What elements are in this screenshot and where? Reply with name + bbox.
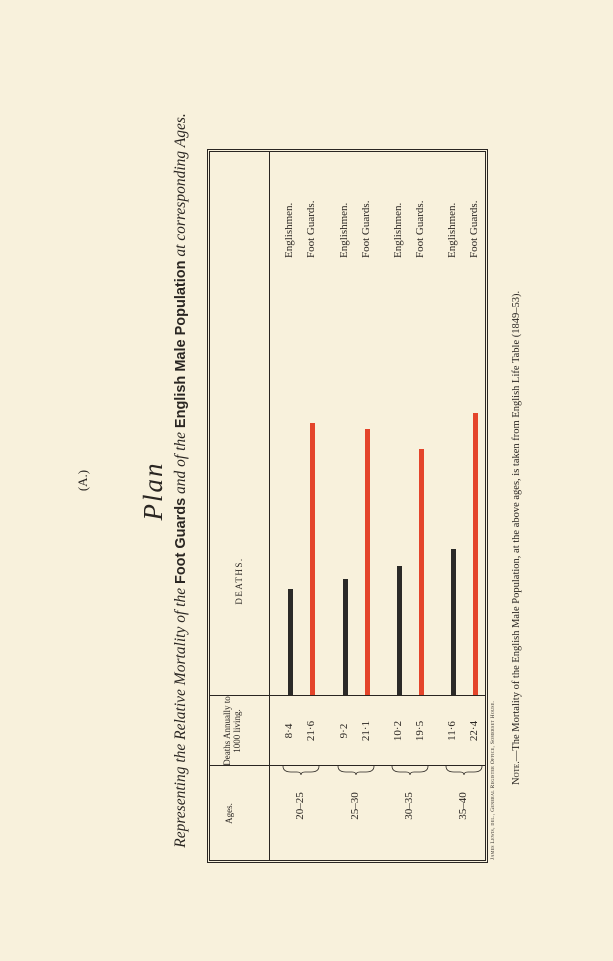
foot-guards-legend-label: Foot Guards.: [414, 200, 426, 258]
foot-guards-bar: [473, 413, 478, 695]
englishmen-legend-label: Englishmen.: [392, 202, 404, 258]
englishmen-bar: [343, 579, 348, 695]
foot-guards-rate-label: 21·6: [305, 720, 317, 742]
age-bracket: [444, 764, 484, 776]
plate-label: (A.): [75, 469, 90, 492]
age-label: 35–40: [457, 792, 469, 820]
foot-guards-legend-label: Foot Guards.: [468, 200, 480, 258]
foot-guards-rate-label: 22·4: [468, 720, 480, 742]
age-bracket: [281, 764, 321, 776]
englishmen-rate-label: 11·6: [446, 721, 458, 741]
ages-header: Ages.: [224, 803, 234, 824]
englishmen-bar: [451, 549, 456, 695]
deaths-header: Deaths Annually to 1000 living.: [222, 696, 242, 766]
foot-guards-bar: [310, 423, 315, 695]
englishmen-bar: [397, 566, 402, 695]
footnote-lead: Note: [511, 763, 522, 785]
deaths-column-divider: [209, 695, 486, 696]
englishmen-rate-label: 10·2: [392, 720, 404, 742]
title-bold-1: Foot Guards: [173, 497, 189, 585]
title-bold-2: English Male Population: [173, 260, 189, 429]
age-label: 25–30: [349, 792, 361, 820]
age-label: 30–35: [403, 792, 415, 820]
printer-credit: James Lewis, del., General Register Office, Somerset House.: [490, 700, 496, 860]
age-bracket: [336, 764, 376, 776]
chart-header: DEATHS.: [234, 557, 244, 605]
englishmen-rate-label: 8·4: [283, 723, 295, 739]
age-label: 20–25: [294, 792, 306, 820]
title-part-3: at corresponding Ages.: [172, 113, 189, 257]
title-part-2: and of the: [172, 431, 189, 494]
englishmen-legend-label: Englishmen.: [283, 202, 295, 258]
plate-title: Plan: [138, 461, 168, 521]
englishmen-legend-label: Englishmen.: [446, 202, 458, 258]
header-rule: [269, 151, 270, 861]
footnote: [511, 291, 522, 785]
footnote-text: .—The Mortality of the English Male Population, at the above ages, is taken from English Life Table (1849–53).: [511, 290, 522, 764]
foot-guards-bar: [365, 429, 370, 695]
englishmen-bar: [288, 589, 293, 695]
foot-guards-rate-label: 21·1: [360, 720, 372, 742]
title-part-1: Representing the Relative Mortality of the: [172, 587, 189, 848]
foot-guards-legend-label: Foot Guards.: [305, 200, 317, 258]
foot-guards-rate-label: 19·5: [414, 720, 426, 742]
englishmen-legend-label: Englishmen.: [338, 202, 350, 258]
chart-title: [172, 0, 190, 961]
foot-guards-legend-label: Foot Guards.: [360, 200, 372, 258]
age-bracket: [390, 764, 430, 776]
englishmen-rate-label: 9·2: [338, 723, 350, 739]
foot-guards-bar: [419, 449, 424, 695]
